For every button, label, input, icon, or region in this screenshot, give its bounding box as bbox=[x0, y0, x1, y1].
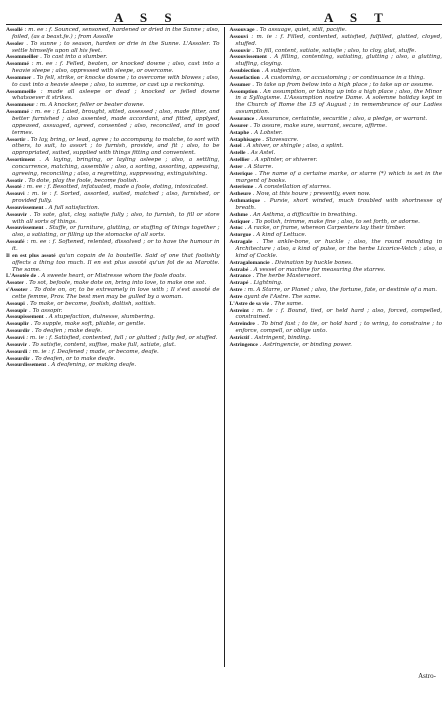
entry-definition: . A kind of Lettuce. bbox=[252, 232, 307, 239]
entry-definition: . A shiver, or shingle ; also, a splint. bbox=[243, 143, 344, 150]
entry-definition: . To assuage, quiet, still, pacifie. bbox=[256, 27, 347, 33]
entry-definition: . A vessel or machine for measuring the starres. bbox=[250, 266, 386, 273]
dictionary-entry bbox=[230, 225, 443, 232]
dictionary-entry bbox=[6, 61, 220, 75]
entry-definition: . An assumption, or taking up into a high place ; also, the Minor in a Syllogisme. L'Assumption nostre Dame. A solemne holiday kept in the Church of Rome the 15 of August ; in remembrance of our Ladies assumption. bbox=[235, 88, 442, 116]
entry-definition: . A sweete heart, or Mistresse whom the foole doats. bbox=[37, 273, 187, 280]
entry-headword: Assoté bbox=[6, 184, 22, 191]
entry-definition: . To polish, trimme, make fine ; also, to set forth, or adorne. bbox=[251, 218, 420, 225]
entry-headword: Astellier bbox=[229, 157, 250, 164]
entry-headword: Assourdissement bbox=[6, 362, 47, 369]
entry-definition: : m. ee : f. Felled, beaten, or knocked downe ; also, cast into a heavie sleepe ; also, oppressed with sleepe, or overcome. bbox=[12, 61, 220, 75]
entry-definition: . To assure, make sure, warrant, secure, affirme. bbox=[249, 122, 387, 129]
entry-headword: Assumer bbox=[229, 81, 251, 88]
dictionary-entry bbox=[6, 212, 220, 226]
dictionary-entry bbox=[6, 273, 220, 280]
entry-definition: . A Lobster. bbox=[250, 129, 283, 136]
entry-definition: . Pursie, short winded, much troubled with shortnesse of breath. bbox=[235, 198, 442, 211]
dictionary-entry bbox=[230, 321, 443, 335]
entry-headword: Assubiection bbox=[229, 68, 260, 75]
dictionary-entry bbox=[6, 54, 220, 61]
entry-definition: . As Astel. bbox=[247, 150, 276, 157]
dictionary-entry bbox=[6, 191, 220, 205]
dictionary-entry bbox=[230, 34, 443, 48]
dictionary-entry bbox=[230, 280, 443, 287]
entry-headword: Astaphisagre bbox=[229, 136, 261, 143]
dictionary-entry bbox=[6, 342, 220, 349]
entry-definition: . To dote, play the foole, become foolish. bbox=[24, 177, 139, 184]
entry-definition: . Astringencie, or binding power. bbox=[259, 341, 352, 348]
dictionary-entry bbox=[6, 27, 220, 41]
dictionary-entry bbox=[6, 356, 220, 363]
dictionary-entry bbox=[230, 198, 443, 212]
entry-definition: . A Starre. bbox=[244, 163, 274, 170]
entry-headword: Assouvissement bbox=[6, 204, 44, 211]
entry-headword: Astorgue bbox=[229, 232, 252, 239]
dictionary-entry bbox=[6, 205, 220, 212]
right-column bbox=[225, 27, 443, 667]
entry-headword: Assortiment bbox=[6, 157, 35, 164]
entry-headword: L'Assotée de bbox=[6, 273, 37, 280]
entry-definition: . To sunne ; to season, harden or drie in the Sunne. L'Assoler. To settle himselfe upon all his feet. bbox=[12, 40, 220, 54]
entry-headword: Asthme bbox=[229, 211, 248, 218]
entry-headword: Assommé bbox=[6, 61, 29, 68]
dictionary-entry bbox=[6, 178, 220, 185]
dictionary-entry bbox=[230, 137, 443, 144]
running-head bbox=[6, 4, 442, 26]
entry-headword: Assoupissement bbox=[6, 314, 44, 321]
entry-definition: : m. te : f. Bound, tied, or held hard ; also, forced, compelled, constrained. bbox=[235, 307, 442, 321]
dictionary-entry bbox=[6, 328, 220, 335]
entry-definition: : m. ee : f. Sounced, sensoned, hardened or dried in the Sunne ; also, foiled, (as a beast.fe.) ; from Assolle bbox=[12, 27, 220, 40]
entry-definition: : made all asleepe or dead ; knocked or felled downe whatsoever it strikes. bbox=[12, 88, 220, 102]
entry-headword: Asterique bbox=[229, 170, 253, 177]
entry-definition: . To assopir. bbox=[29, 307, 63, 314]
entry-definition: . A splinter, or shiverer. bbox=[251, 157, 318, 164]
entry-headword: Assouplir bbox=[6, 321, 29, 328]
entry-headword: Astrapé bbox=[229, 280, 249, 287]
entry-definition: : m. ee : f. Besotted, infatuated, made a foole, doting, intoxicated. bbox=[23, 184, 208, 191]
entry-definition: . To fill, content, satiate, satisfie ; also, to cloy, glut, stuffe. bbox=[252, 47, 417, 54]
entry-definition: . Astringent, binding. bbox=[250, 334, 311, 341]
entry-definition: . To lay, bring, or lead, agree ; to accompany, to matche, to sort with others, to suit, to assort ; to furnish, provide, and fit ; also, to be appropriated, suited, supplied with things fitting and convenient. bbox=[12, 136, 220, 157]
entry-definition: . Divination by huckle bones. bbox=[271, 259, 353, 266]
dictionary-entry bbox=[230, 171, 443, 185]
dictionary-entry bbox=[230, 89, 443, 116]
entry-headword: Astreint bbox=[229, 307, 249, 314]
entry-headword: Asthmatique bbox=[229, 198, 261, 205]
entry-headword: Astre bbox=[229, 287, 243, 294]
dictionary-entry bbox=[230, 27, 443, 34]
dictionary-entry bbox=[6, 362, 220, 369]
entry-headword: Assouvi bbox=[6, 334, 25, 341]
columns bbox=[6, 27, 442, 667]
entry-definition: . A racke, or frame, whereon Carpenters lay their timber. bbox=[244, 225, 406, 232]
entry-definition: . To satisfie, content, suffise, make full, satiate, glut. bbox=[28, 341, 176, 348]
entry-headword: Assurer bbox=[229, 122, 249, 129]
dictionary-entry bbox=[230, 342, 443, 349]
entry-headword: Astrance bbox=[229, 273, 251, 280]
dictionary-entry bbox=[230, 212, 443, 219]
dictionary-entry bbox=[230, 267, 443, 274]
dictionary-entry bbox=[6, 109, 220, 136]
running-head-left: A S S bbox=[114, 10, 179, 25]
entry-definition: . A full satisfaction. bbox=[45, 204, 100, 211]
dictionary-entry bbox=[230, 116, 443, 123]
dictionary-entry bbox=[230, 75, 443, 82]
entry-definition: . Stavesacre. bbox=[262, 136, 299, 143]
entry-headword: Il en est plus assoté bbox=[6, 252, 56, 259]
entry-definition: . To cast into a slumber. bbox=[40, 54, 108, 61]
entry-headword: Assoufé bbox=[6, 239, 25, 246]
dictionary-entry bbox=[6, 321, 220, 328]
entry-definition: : m. A knocker, feller or beater downe. bbox=[36, 102, 145, 109]
entry-definition: : m. ee : f. Laied, brought, sitted, assessed ; also, made fitter, and better furnished ; also assented, made accordant, and fitted, applyed, appeased, assuaged, agreed, consented ; also, reconciled, and in good termes. bbox=[12, 109, 220, 136]
entry-definition: : m. ie : f. Deafened ; made, or become, deafe. bbox=[29, 348, 159, 355]
dictionary-entry bbox=[230, 48, 443, 55]
dictionary-entry bbox=[6, 253, 220, 274]
left-column bbox=[6, 27, 224, 667]
dictionary-entry bbox=[6, 102, 220, 109]
dictionary-entry bbox=[230, 301, 443, 308]
catchword: Astro- bbox=[418, 672, 436, 680]
entry-headword: Astre bbox=[229, 293, 243, 300]
dictionary-entry bbox=[230, 294, 443, 301]
entry-definition: . Stuffe, or furniture, glutting, or stuffing of things together ; also, a satiating, or filling up the stomacke of all sorts. bbox=[12, 225, 220, 239]
entry-headword: Astreindre bbox=[229, 321, 255, 328]
dictionary-entry bbox=[230, 219, 443, 226]
entry-definition: . The name of a certaine marke, or starre (*) which is set in the margent of books. bbox=[235, 170, 442, 184]
entry-definition: . To bind fast ; to tie, or hold hard ; to wring, to constraine ; to enforce, compell, or oblige unto. bbox=[235, 321, 442, 335]
entry-headword: Assourdi bbox=[6, 348, 28, 355]
dictionary-entry bbox=[230, 239, 443, 260]
entry-definition: . To deafen ; make deafe. bbox=[31, 328, 103, 335]
entry-headword: Assollé bbox=[6, 27, 23, 33]
dictionary-entry bbox=[6, 225, 220, 239]
entry-definition: : m. ie : f. Sorted, assorted, suited, matched ; also, furnished, or provided fully. bbox=[12, 191, 220, 205]
entry-definition: : m. ie : f. Satisfied, contented, full ; or glutted ; fully fed, or stuffed. bbox=[26, 334, 218, 341]
dictionary-entry bbox=[6, 335, 220, 342]
entry-headword: Assouvir bbox=[6, 341, 27, 348]
entry-headword: Astaphe bbox=[229, 129, 249, 136]
dictionary-entry bbox=[6, 184, 220, 191]
entry-definition: . Assurance, certaintie, securitie ; also, a pledge, or warrant. bbox=[255, 115, 428, 122]
entry-headword: Assouvage bbox=[229, 27, 255, 33]
entry-definition: . A customing, or accustoming ; or continuance in a thing. bbox=[261, 74, 425, 81]
dictionary-entry bbox=[6, 314, 220, 321]
entry-headword: Assommer bbox=[6, 74, 32, 81]
entry-headword: Assotir bbox=[6, 177, 23, 184]
entry-headword: Assoupir bbox=[6, 307, 28, 314]
entry-headword: Assouvissement bbox=[229, 54, 267, 61]
dictionary-entry bbox=[230, 273, 443, 280]
dictionary-entry bbox=[6, 41, 220, 55]
entry-headword: Assurance bbox=[229, 115, 255, 122]
dictionary-entry bbox=[230, 191, 443, 198]
dictionary-entry bbox=[6, 137, 220, 158]
entry-definition: : m. ee : f. Softened, relented, dissolved ; or to have the humour in it. bbox=[12, 239, 220, 252]
entry-headword: Assouvi bbox=[229, 33, 248, 40]
entry-definition: . A subjection. bbox=[261, 68, 302, 75]
header-rule bbox=[6, 24, 442, 25]
entry-definition: . The same. bbox=[270, 300, 304, 307]
entry-definition: . To supple, make soft, pliable, or gentle. bbox=[30, 321, 146, 328]
entry-definition: . To sate, glut, cloy, satisfie fully ; also, to furnish, to fill or store with all sorts of things. bbox=[12, 211, 220, 225]
dictionary-entry bbox=[230, 54, 443, 68]
entry-headword: Assomption bbox=[229, 88, 258, 95]
dictionary-entry bbox=[230, 68, 443, 75]
dictionary-entry bbox=[6, 301, 220, 308]
entry-headword: Astoc bbox=[229, 225, 243, 232]
dictionary-entry bbox=[6, 349, 220, 356]
entry-headword: Aster bbox=[229, 163, 243, 170]
entry-headword: Assuefaction bbox=[229, 74, 260, 81]
entry-headword: s'Assoter bbox=[6, 287, 28, 294]
entry-headword: L'Astre de sa vie bbox=[229, 300, 269, 307]
entry-headword: Astelle bbox=[229, 150, 246, 157]
entry-definition: . To dote on, or, to be extreamely in love with ; Il s'est assoté de cette femme, Prov. The best men may be gulled by a woman. bbox=[12, 287, 220, 300]
dictionary-entry bbox=[230, 184, 443, 191]
dictionary-entry bbox=[230, 123, 443, 130]
dictionary-entry bbox=[230, 232, 443, 239]
dictionary-entry bbox=[230, 335, 443, 342]
dictionary-entry bbox=[230, 150, 443, 157]
dictionary-entry bbox=[6, 287, 220, 301]
entry-definition: . To fell, strike, or knocke downe ; to overcome with blowes ; also, to cast into a heavie sleepe ; also, to summe, or cast up a reckoning. bbox=[12, 74, 220, 88]
entry-definition: . To sot, befoole, make dote on, bring into love, to make one sot. bbox=[25, 280, 207, 287]
entry-definition: . To take up from below into a high place ; to take up or assume. bbox=[252, 81, 434, 88]
running-head-right: A S T bbox=[324, 10, 390, 25]
entry-definition: . To make, or become, foolish, doltish, sottish. bbox=[26, 300, 156, 307]
entry-headword: Astrabé bbox=[229, 266, 249, 273]
entry-headword: Assouvir bbox=[229, 47, 251, 54]
entry-headword: Assourdir bbox=[6, 355, 30, 362]
entry-headword: Assommé bbox=[6, 109, 29, 116]
entry-headword: Astel bbox=[229, 143, 242, 150]
entry-headword: Assouvir bbox=[6, 211, 27, 218]
entry-headword: Assortir bbox=[6, 136, 26, 143]
entry-headword: Assourdir bbox=[6, 328, 30, 335]
entry-definition: . The herbe Masterwort. bbox=[252, 273, 322, 280]
entry-definition: . A constellation of starres. bbox=[254, 184, 331, 191]
entry-headword: Assommeur bbox=[6, 102, 35, 109]
entry-headword: Astiquer bbox=[229, 218, 251, 225]
dictionary-entry bbox=[6, 239, 220, 253]
entry-headword: Assommeille bbox=[6, 88, 36, 95]
entry-headword: Assoler bbox=[6, 40, 24, 47]
dictionary-entry bbox=[230, 164, 443, 171]
dictionary-entry bbox=[230, 308, 443, 322]
entry-headword: Assouvissement bbox=[6, 225, 44, 232]
entry-headword: Assommeiller bbox=[6, 54, 39, 61]
dictionary-entry bbox=[230, 260, 443, 267]
entry-headword: Astragale bbox=[229, 239, 253, 246]
entry-headword: Astringence bbox=[229, 341, 258, 348]
dictionary-entry bbox=[230, 143, 443, 150]
entry-headword: Assoupi bbox=[6, 300, 25, 307]
entry-headword: Astheure bbox=[229, 191, 251, 198]
entry-definition: . A filling, contenting, satiating, glutting ; also, a glutting, stuffing, cloying. bbox=[235, 54, 442, 68]
entry-headword: Assouvi bbox=[6, 191, 25, 198]
entry-definition: ayant de l'Astre. The same. bbox=[244, 293, 321, 300]
dictionary-entry bbox=[230, 130, 443, 137]
entry-definition: qu'un copain de la bouteille. Said of one that foolishly affects a thing too much. Il en est plus assoté qu'un fol de sa Marotte. The same. bbox=[12, 252, 220, 273]
dictionary-entry bbox=[6, 75, 220, 89]
dictionary-entry bbox=[230, 287, 443, 294]
entry-definition: . To deafen, or to make deafe. bbox=[31, 355, 116, 362]
entry-definition: . Lightning. bbox=[250, 280, 283, 287]
entry-headword: Astrictif bbox=[229, 334, 250, 341]
dictionary-entry bbox=[230, 82, 443, 89]
entry-definition: . A stupefaction, dulnesse, slumbering. bbox=[45, 314, 155, 321]
entry-definition: : m. A Starre, or Planet ; also, the fortune, fate, or destinie of a man. bbox=[244, 287, 438, 294]
entry-definition: . A laying, bringing, or layling asleepe ; also, a settling, concurrence, matching, assemblie ; also, a sorting, assorting, appeasing, agreeing, reconciling ; also, a regretting, suppressing, extinguishing. bbox=[12, 157, 220, 177]
entry-definition: . The ankle-bone, or huckle ; also, the round moulding in Architecture ; also, a kind of pulse, or the herbe Licorice-Vetch ; also, a kind of Cockle. bbox=[235, 239, 442, 259]
entry-headword: Asterisme bbox=[229, 184, 254, 191]
dictionary-entry bbox=[6, 308, 220, 315]
entry-definition: . Now, at this houre ; presently, even now. bbox=[252, 191, 371, 198]
entry-definition: . An Asthma, a difficultie in breathing. bbox=[249, 211, 358, 218]
entry-headword: Astragalomancie bbox=[229, 259, 270, 266]
dictionary-entry bbox=[6, 157, 220, 178]
dictionary-entry bbox=[230, 157, 443, 164]
dictionary-entry bbox=[6, 89, 220, 103]
entry-headword: Assoter bbox=[6, 280, 24, 287]
entry-definition: : m. ie : f. Filled, contented, satisfied, fulfilled, glutted, cloyed, stuffed. bbox=[235, 33, 442, 47]
entry-definition: . A deafening, or making deafe. bbox=[47, 362, 137, 369]
